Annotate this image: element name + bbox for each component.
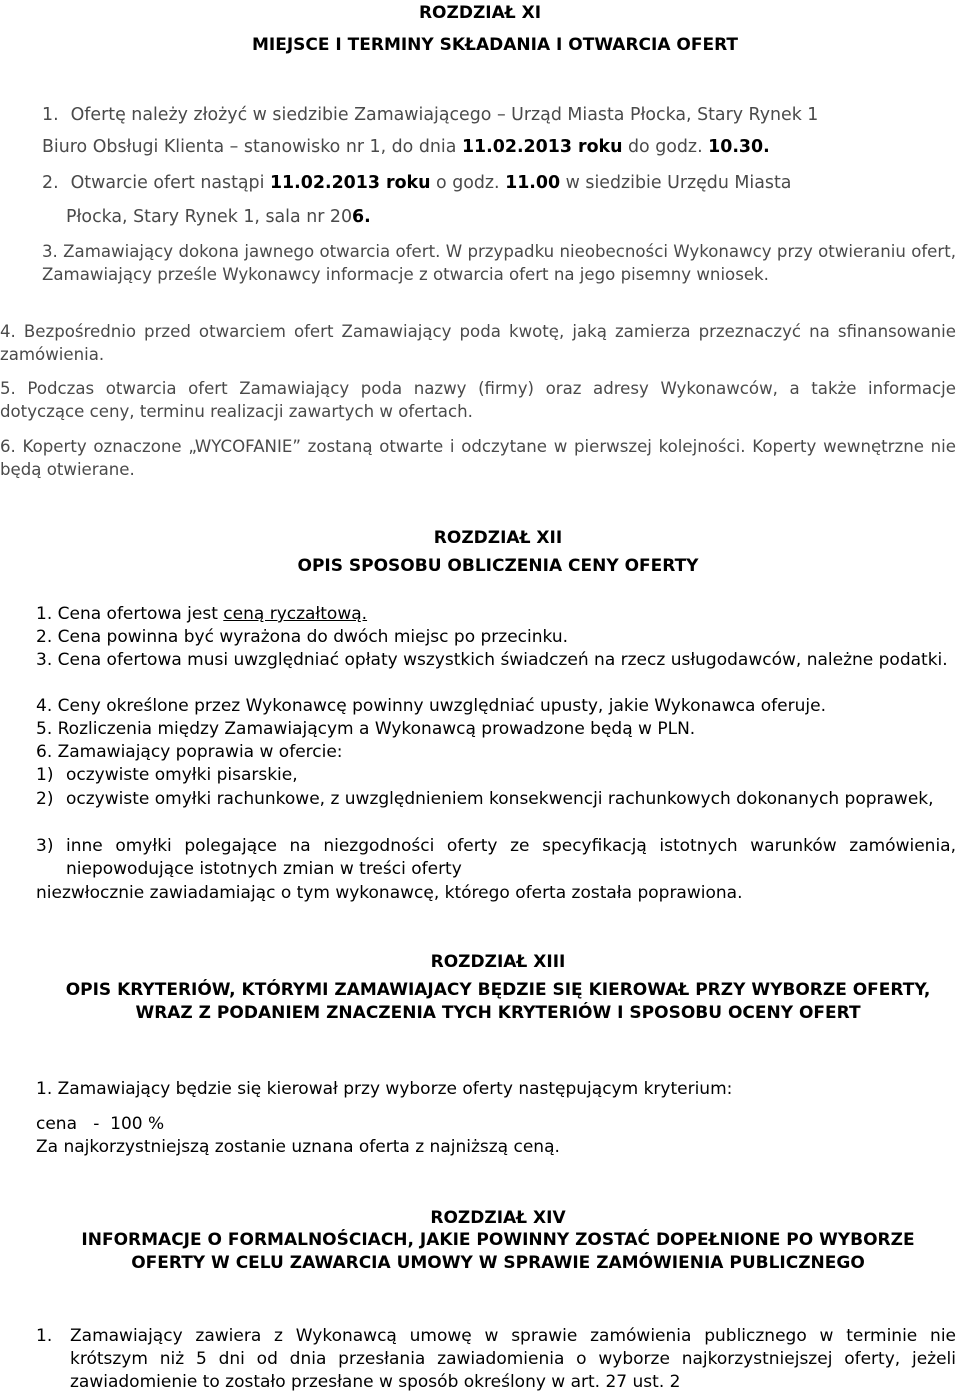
s11-item-4-text: 4. Bezpośrednio przed otwarciem ofert Zamawiający poda kwotę, jaką zamierza przeznaczyć na sfinansowanie zamówienia. [0, 322, 956, 364]
s12-item-1-text: 1. Cena ofertowa jest [36, 604, 224, 624]
s11-item-5 [0, 377, 956, 423]
s12-item-1 [36, 603, 956, 626]
chapter-title-xi: MIEJSCE I TERMINY SKŁADANIA I OTWARCIA OFERT [251, 35, 739, 55]
s11-item-6 [0, 435, 956, 481]
s11-item-2-date: 11.02.2013 roku [269, 173, 431, 193]
chapter-heading-xiii: ROZDZIAŁ XIII [430, 952, 566, 972]
s13-criterion: cena - 100 % [36, 1114, 165, 1134]
s11-item-1-time: 10.30. [708, 137, 770, 157]
s11-item-5-text: 5. Podczas otwarcia ofert Zamawiający poda nazwy (firmy) oraz adresy Wykonawców, a także informacje dotyczące ceny, terminu realizacji zawartych w ofertach. [0, 379, 956, 421]
s11-item-1-number: 1. [42, 105, 59, 125]
s11-item-1-text-2b: do godz. [622, 137, 709, 157]
s12-item-4: 4. Ceny określone przez Wykonawcę powinny uwzględniać upusty, jakie Wykonawca oferuje. [36, 696, 826, 716]
chapter-heading-xi: ROZDZIAŁ XI [418, 3, 542, 23]
s11-item-2-text-c: w siedzibie Urzędu Miasta [560, 173, 792, 193]
s12-item-5: 5. Rozliczenia między Zamawiającym a Wykonawcą prowadzone będą w PLN. [36, 719, 696, 739]
s11-item-2-line-2 [66, 206, 926, 229]
s11-item-2-time: 11.00 [505, 173, 561, 193]
s12-sub-3-text: inne omyłki polegające na niezgodności oferty ze specyfikacją istotnych warunków zamówienia, niepowodujące istotnych zmian w treści oferty [66, 836, 956, 879]
s12-sub-2-number: 2) [36, 789, 54, 809]
s11-item-1-line-2 [42, 136, 942, 159]
s12-sub-2 [66, 788, 956, 811]
chapter-title-xiii: OPIS KRYTERIÓW, KTÓRYMI ZAMAWIAJACY BĘDZIE SIĘ KIEROWAŁ PRZY WYBORZE OFERTY, WRAZ Z PODANIEM ZNACZENIA TYCH KRYTERIÓW I SPOSOBU OCENY OFERT [65, 980, 931, 1023]
s12-item-2: 2. Cena powinna być wyrażona do dwóch miejsc po przecinku. [36, 627, 569, 647]
chapter-heading-xii: ROZDZIAŁ XII [433, 528, 563, 548]
s12-sub-3 [66, 835, 956, 881]
s11-item-3-text: 3. Zamawiający dokona jawnego otwarcia ofert. W przypadku nieobecności Wykonawcy przy otwieraniu ofert, Zamawiający prześle Wykonawcy informacje z otwarcia ofert na jego pisemny wniosek. [42, 242, 956, 284]
s11-item-1-line-1 [42, 104, 942, 127]
s12-item-6: 6. Zamawiający poprawia w ofercie: [36, 742, 343, 762]
s12-sub-2-text: oczywiste omyłki rachunkowe, z uwzględnieniem konsekwencji rachunkowych dokonanych poprawek, [66, 789, 934, 809]
s11-item-1-text: Ofertę należy złożyć w siedzibie Zamawiającego – Urząd Miasta Płocka, Stary Rynek 1 [70, 105, 819, 125]
s12-item-3 [36, 649, 956, 672]
s14-item-1-number: 1. [36, 1326, 53, 1346]
s11-item-1-date: 11.02.2013 roku [461, 137, 623, 157]
s11-item-4 [0, 320, 956, 366]
s12-item-3-text: 3. Cena ofertowa musi uwzględniać opłaty wszystkich świadczeń na rzecz usługodawców, należne podatki. [36, 650, 948, 670]
s12-closing: niezwłocznie zawiadamiając o tym wykonawcę, którego oferta została poprawiona. [36, 883, 743, 903]
s14-item-1 [70, 1325, 956, 1394]
s13-item-1: 1. Zamawiający będzie się kierował przy wyborze oferty następującym kryterium: [36, 1079, 733, 1099]
s11-item-2-number: 2. [42, 173, 59, 193]
s11-item-2-text-2b: 6. [352, 207, 371, 227]
s12-sub-3-number: 3) [36, 836, 54, 856]
s12-sub-1: oczywiste omyłki pisarskie, [66, 765, 298, 785]
s12-item-1-emphasis: ceną ryczałtową. [223, 604, 368, 624]
s14-item-1-text: Zamawiający zawiera z Wykonawcą umowę w sprawie zamówienia publicznego w terminie nie krótszym niż 5 dni od dnia przesłania zawiadomienia o wyborze najkorzystniejszej oferty, jeżeli zawiadomienie to zostało przesłane w sposób określony w art. 27 ust. 2 [70, 1326, 956, 1392]
s11-item-3 [42, 240, 956, 286]
s11-item-6-text: 6. Koperty oznaczone „WYCOFANIE” zostaną otwarte i odczytane w pierwszej kolejności. Koperty wewnętrzne nie będą otwierane. [0, 437, 956, 479]
s13-best-offer: Za najkorzystniejszą zostanie uznana oferta z najniższą ceną. [36, 1137, 560, 1157]
s11-item-2-text-2a: Płocka, Stary Rynek 1, sala nr 20 [66, 207, 353, 227]
s11-item-2-line-1 [42, 172, 942, 195]
s11-item-1-text-2a: Biuro Obsługi Klienta – stanowisko nr 1, do dnia [42, 137, 462, 157]
chapter-heading-xiv: ROZDZIAŁ XIV [430, 1208, 566, 1228]
chapter-title-xiv: INFORMACJE O FORMALNOŚCIACH, JAKIE POWINNY ZOSTAĆ DOPEŁNIONE PO WYBORZE OFERTY W CELU ZAWARCIA UMOWY W SPRAWIE ZAMÓWIENIA PUBLICZNEGO [81, 1230, 915, 1273]
chapter-title-xii: OPIS SPOSOBU OBLICZENIA CENY OFERTY [297, 556, 699, 576]
s11-item-2-text-b: o godz. [430, 173, 506, 193]
s11-item-2-text-a: Otwarcie ofert nastąpi [70, 173, 270, 193]
s12-sub-1-number: 1) [36, 765, 54, 785]
